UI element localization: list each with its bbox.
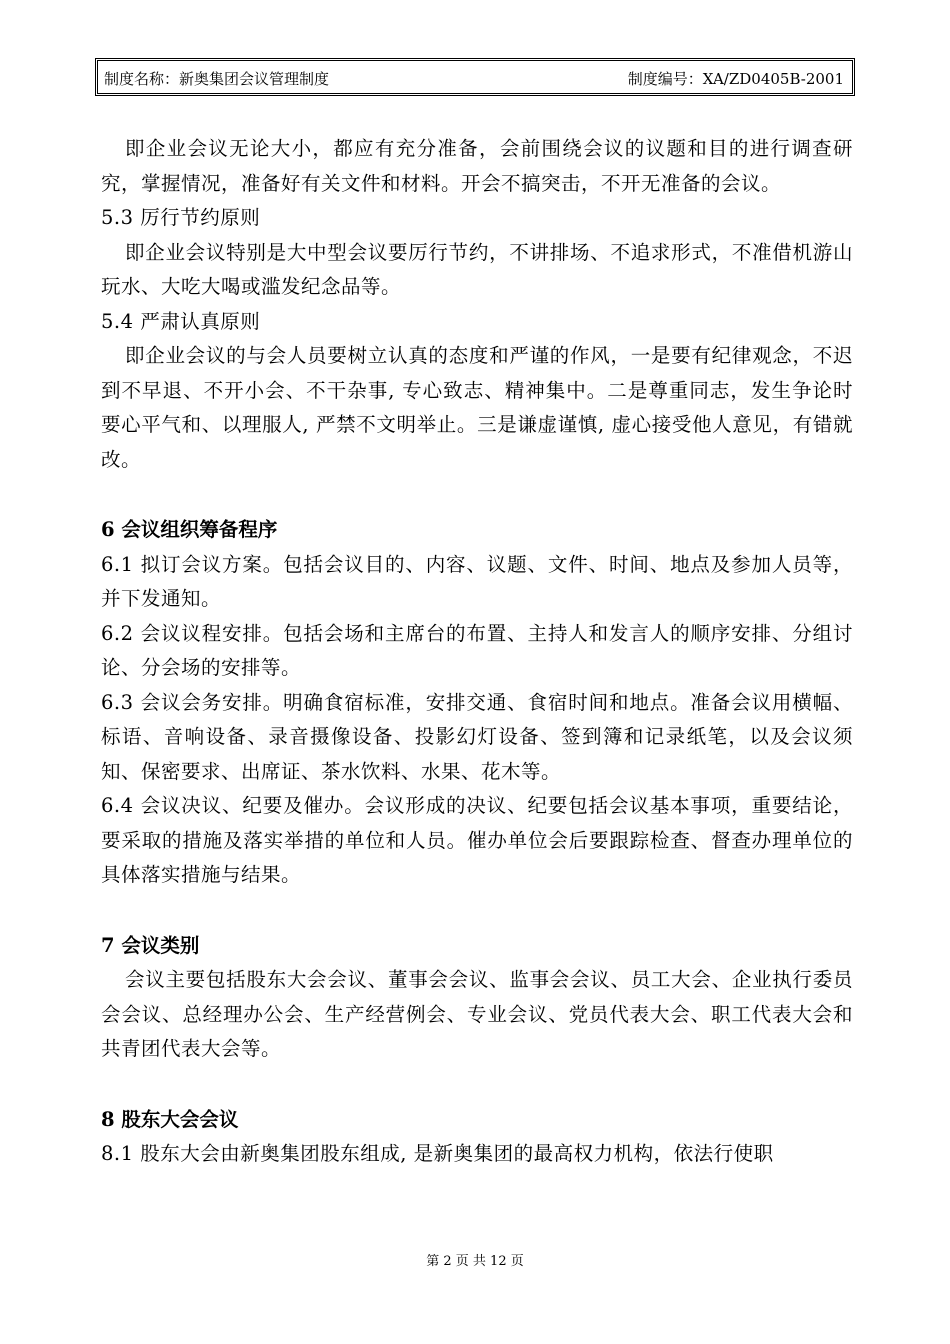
section-5-4-title: 5.4 严肃认真原则	[101, 309, 261, 333]
document-header	[97, 60, 853, 94]
regulation-number: 制度编号：XA/ZD0405B-2001	[627, 70, 844, 88]
spacer	[101, 477, 853, 513]
section-6-2: 6.2 会议议程安排。包括会场和主席台的布置、主持人和发言人的顺序安排、分组讨论、分会场的安排等。	[101, 621, 853, 679]
section-5-3-title: 5.3 厉行节约原则	[101, 206, 261, 229]
section-7-heading: 7 会议类别	[101, 933, 200, 957]
spacer	[101, 893, 853, 929]
section-6-3: 6.3 会议会务安排。明确食宿标准，安排交通、食宿时间和地点。准备会议用横幅、标语、音响设备、录音摄像设备、投影幻灯设备、签到簿和记录纸笔，以及会议须知、保密要求、出席证、茶水饮料、水果、花木等。	[101, 690, 853, 783]
page-number: 第 2 页 共 12 页	[426, 1254, 524, 1269]
section-5-3-text: 即企业会议特别是大中型会议要厉行节约，不讲排场、不追求形式，不准借机游山玩水、大吃大喝或滥发纪念品等。	[101, 240, 853, 298]
section-7-text: 会议主要包括股东大会会议、董事会会议、监事会会议、员工大会、企业执行委员会会议、总经理办公会、生产经营例会、专业会议、党员代表大会、职工代表大会和共青团代表大会等。	[101, 968, 853, 1060]
spacer	[101, 1067, 853, 1103]
section-5-4-text: 即企业会议的与会人员要树立认真的态度和严谨的作风，一是要有纪律观念，不迟到不早退、不开小会、不干杂事, 专心致志、精神集中。二是尊重同志，发生争论时要心平气和、以理服人, 严禁不文明举止。三是谦虚谨慎, 虚心接受他人意见，有错就改。	[101, 344, 853, 471]
section-6-4: 6.4 会议决议、纪要及催办。会议形成的决议、纪要包括会议基本事项，重要结论，要采取的措施及落实举措的单位和人员。催办单位会后要跟踪检查、督查办理单位的具体落实措施与结果。	[101, 794, 853, 886]
section-6-heading: 6 会议组织筹备程序	[101, 518, 278, 541]
section-8-heading: 8 股东大会会议	[101, 1107, 239, 1131]
regulation-name: 制度名称：新奥集团会议管理制度	[104, 70, 330, 88]
section-8-1: 8.1 股东大会由新奥集团股东组成, 是新奥集团的最高权力机构，依法行使职	[101, 1142, 774, 1165]
document-body	[101, 132, 853, 1172]
paragraph-preparation: 即企业会议无论大小，都应有充分准备，会前围绕会议的议题和目的进行调查研究，掌握情况，准备好有关文件和材料。开会不搞突击，不开无准备的会议。	[101, 137, 853, 195]
section-6-1: 6.1 拟订会议方案。包括会议目的、内容、议题、文件、时间、地点及参加人员等，并下发通知。	[101, 552, 853, 610]
